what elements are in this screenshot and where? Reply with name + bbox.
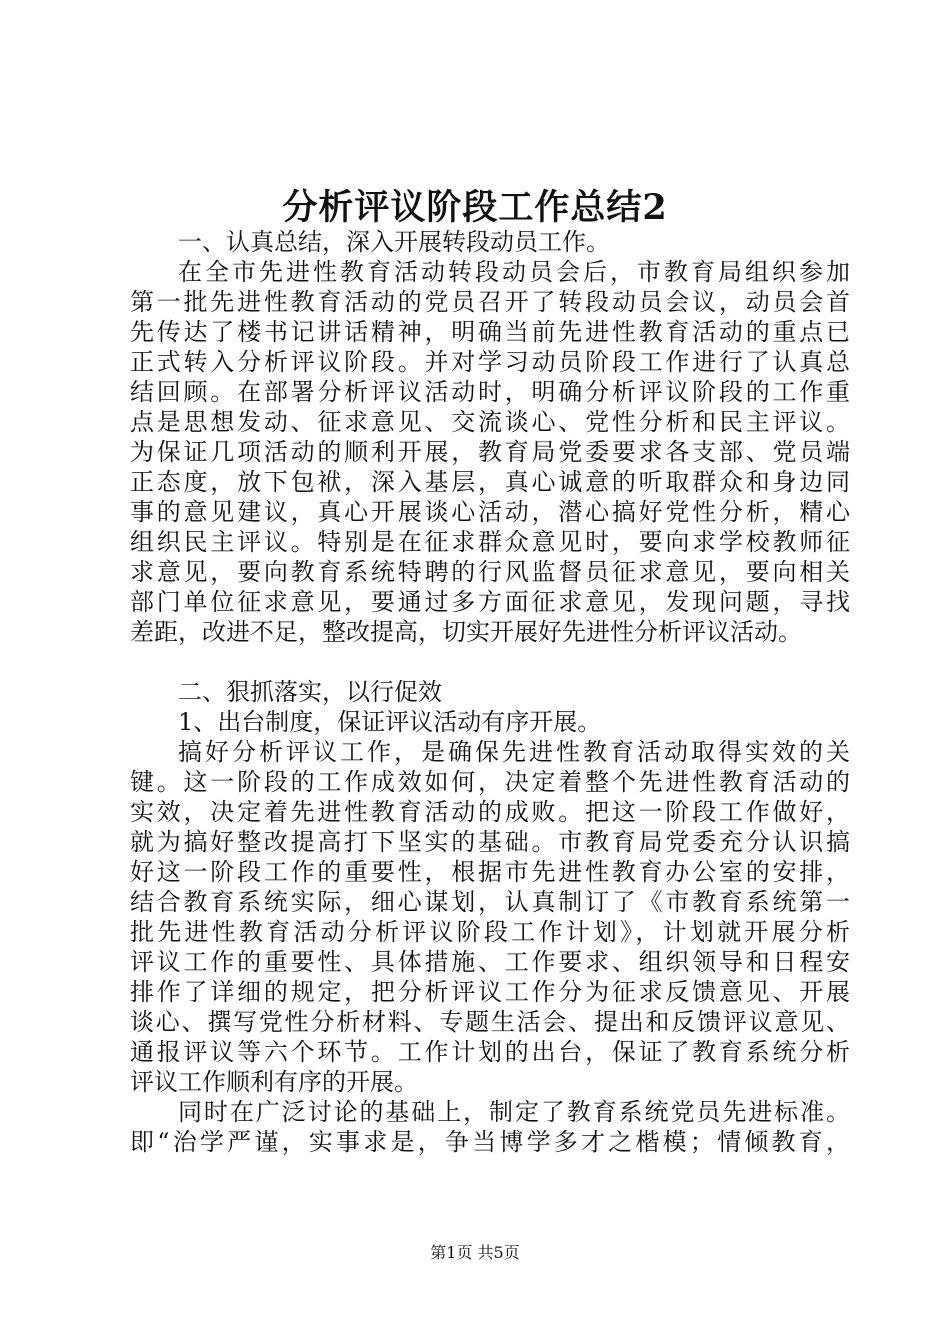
- document-title: 分析评议阶段工作总结2: [282, 187, 668, 228]
- paragraph-line: 好这一阶段工作的重要性，根据市先进性教育办公室的安排，: [130, 858, 850, 886]
- paragraph-line: 结合教育系统实际，细心谋划，认真制订了《市教育系统第一: [130, 888, 850, 916]
- paragraph-line: 第一批先进性教育活动的党员召开了转段动员会议，动员会首: [130, 288, 850, 316]
- paragraph: [130, 257, 850, 647]
- document-body: [130, 227, 850, 1157]
- paragraph-spacer: [130, 647, 850, 677]
- paragraph-line: 键。这一阶段的工作成效如何，决定着整个先进性教育活动的: [130, 768, 850, 796]
- paragraph-line: 通报评议等六个环节。工作计划的出台，保证了教育系统分析: [130, 1038, 850, 1066]
- paragraph-line: 先传达了楼书记讲话精神，明确当前先进性教育活动的重点已: [130, 318, 850, 346]
- paragraph-line: 事的意见建议，真心开展谈心活动，潜心搞好党性分析，精心: [130, 498, 850, 526]
- paragraph-line: 批先进性教育活动分析评议阶段工作计划》，计划就开展分析: [130, 918, 850, 946]
- paragraph-line: 谈心、撰写党性分析材料、专题生活会、提出和反馈评议意见、: [130, 1008, 850, 1036]
- paragraph-line: 就为搞好整改提高打下坚实的基础。市教育局党委充分认识搞: [130, 828, 850, 856]
- paragraph-line: 评议工作顺利有序的开展。: [130, 1068, 418, 1096]
- paragraph: [130, 707, 850, 737]
- paragraph-line: 二、狠抓落实，以行促效: [178, 678, 442, 706]
- paragraph-line: 部门单位征求意见，要通过多方面征求意见，发现问题，寻找: [130, 588, 850, 616]
- paragraph-line: 评议工作的重要性、具体措施、工作要求、组织领导和日程安: [130, 948, 850, 976]
- paragraph-line: 求意见，要向教育系统特聘的行风监督员征求意见，要向相关: [130, 558, 850, 586]
- paragraph: [130, 677, 850, 707]
- paragraph-line: 结回顾。在部署分析评议活动时，明确分析评议阶段的工作重: [130, 378, 850, 406]
- paragraph: [130, 737, 850, 1097]
- paragraph: [130, 227, 850, 257]
- paragraph-line: 搞好分析评议工作，是确保先进性教育活动取得实效的关: [178, 738, 850, 766]
- paragraph-line: 1、出台制度，保证评议活动有序开展。: [178, 708, 602, 736]
- paragraph-line: 同时在广泛讨论的基础上，制定了教育系统党员先进标准。: [178, 1098, 850, 1126]
- paragraph-line: 正式转入分析评议阶段。并对学习动员阶段工作进行了认真总: [130, 348, 850, 376]
- paragraph: [130, 1097, 850, 1157]
- page-footer: 第1页 共5页: [430, 1243, 520, 1262]
- paragraph-line: 正态度，放下包袱，深入基层，真心诚意的听取群众和身边同: [130, 468, 850, 496]
- paragraph-line: 实效，决定着先进性教育活动的成败。把这一阶段工作做好，: [130, 798, 850, 826]
- paragraph-line: 差距，改进不足，整改提高，切实开展好先进性分析评议活动。: [130, 618, 802, 646]
- paragraph-line: 一、认真总结，深入开展转段动员工作。: [178, 228, 610, 256]
- paragraph-line: 组织民主评议。特别是在征求群众意见时，要向求学校教师征: [130, 528, 850, 556]
- paragraph-line: 在全市先进性教育活动转段动员会后，市教育局组织参加: [178, 258, 850, 286]
- paragraph-line: 点是思想发动、征求意见、交流谈心、党性分析和民主评议。: [130, 408, 850, 436]
- paragraph-line: 为保证几项活动的顺利开展，教育局党委要求各支部、党员端: [130, 438, 850, 466]
- paragraph-line: 即“治学严谨，实事求是，争当博学多才之楷模；情倾教育，: [130, 1128, 850, 1156]
- paragraph-line: 排作了详细的规定，把分析评议工作分为征求反馈意见、开展: [130, 978, 850, 1006]
